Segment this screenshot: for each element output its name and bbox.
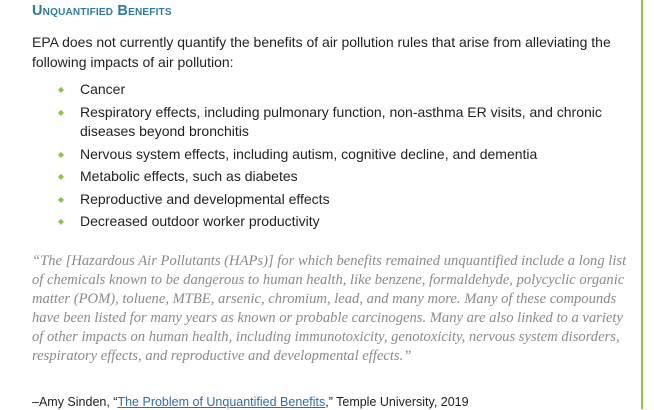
list-item-label: Metabolic effects, such as diabetes [80, 168, 298, 184]
list-item [56, 103, 616, 142]
list-item [56, 80, 616, 100]
attribution-prefix: –Amy Sinden, “ [32, 395, 118, 409]
list-item [56, 167, 616, 187]
list-item-label: Nervous system effects, including autism, cognitive decline, and dementia [80, 145, 538, 162]
list-item-label: Reproductive and developmental effects [80, 190, 330, 207]
diamond-bullet-icon: ◆ [57, 85, 65, 94]
attribution-suffix: ,” Temple University, 2019 [325, 395, 469, 409]
diamond-bullet-icon: ◆ [57, 149, 65, 159]
quote-text: “The [Hazardous Air Pollutants (HAPs)] for which benefits remained unquantified include a long list of chemicals known to be dangerous to human health, like benzene, formaldehyde, polycyclic organic matter (POM), toluene, MTBE, arsenic, chromium, lead, and many more. Many of these compounds have been listed for many years as known or probable carcinogens. Many are also linked to a variety of other impacts on human health, including immunotoxicity, genotoxicity, nervous system disorders, respiratory effects, and reproductive and developmental effects.” [32, 253, 627, 364]
source-link[interactable]: The Problem of Unquantified Benefits [117, 395, 326, 409]
list-item [56, 212, 616, 232]
intro-paragraph: EPA does not currently quantify the benefits of air pollution rules that arise from alleviating the following impacts of air pollution: [32, 34, 611, 70]
list-item [56, 190, 616, 210]
list-item-label: Decreased outdoor worker productivity [80, 213, 320, 229]
diamond-bullet-icon: ◆ [57, 217, 65, 226]
diamond-bullet-icon: ◆ [57, 194, 65, 204]
list-item [56, 145, 616, 165]
diamond-bullet-icon: ◆ [57, 172, 65, 181]
list-item-label: Cancer [80, 81, 126, 97]
diamond-bullet-icon: ◆ [57, 107, 65, 117]
section-heading: Unquantified Benefits [32, 3, 172, 19]
impacts-list [56, 80, 616, 235]
quote-attribution [32, 394, 469, 410]
list-item-label: Respiratory effects, including pulmonary function, non-asthma ER visits, and chronic diseases beyond bronchitis [80, 103, 602, 139]
